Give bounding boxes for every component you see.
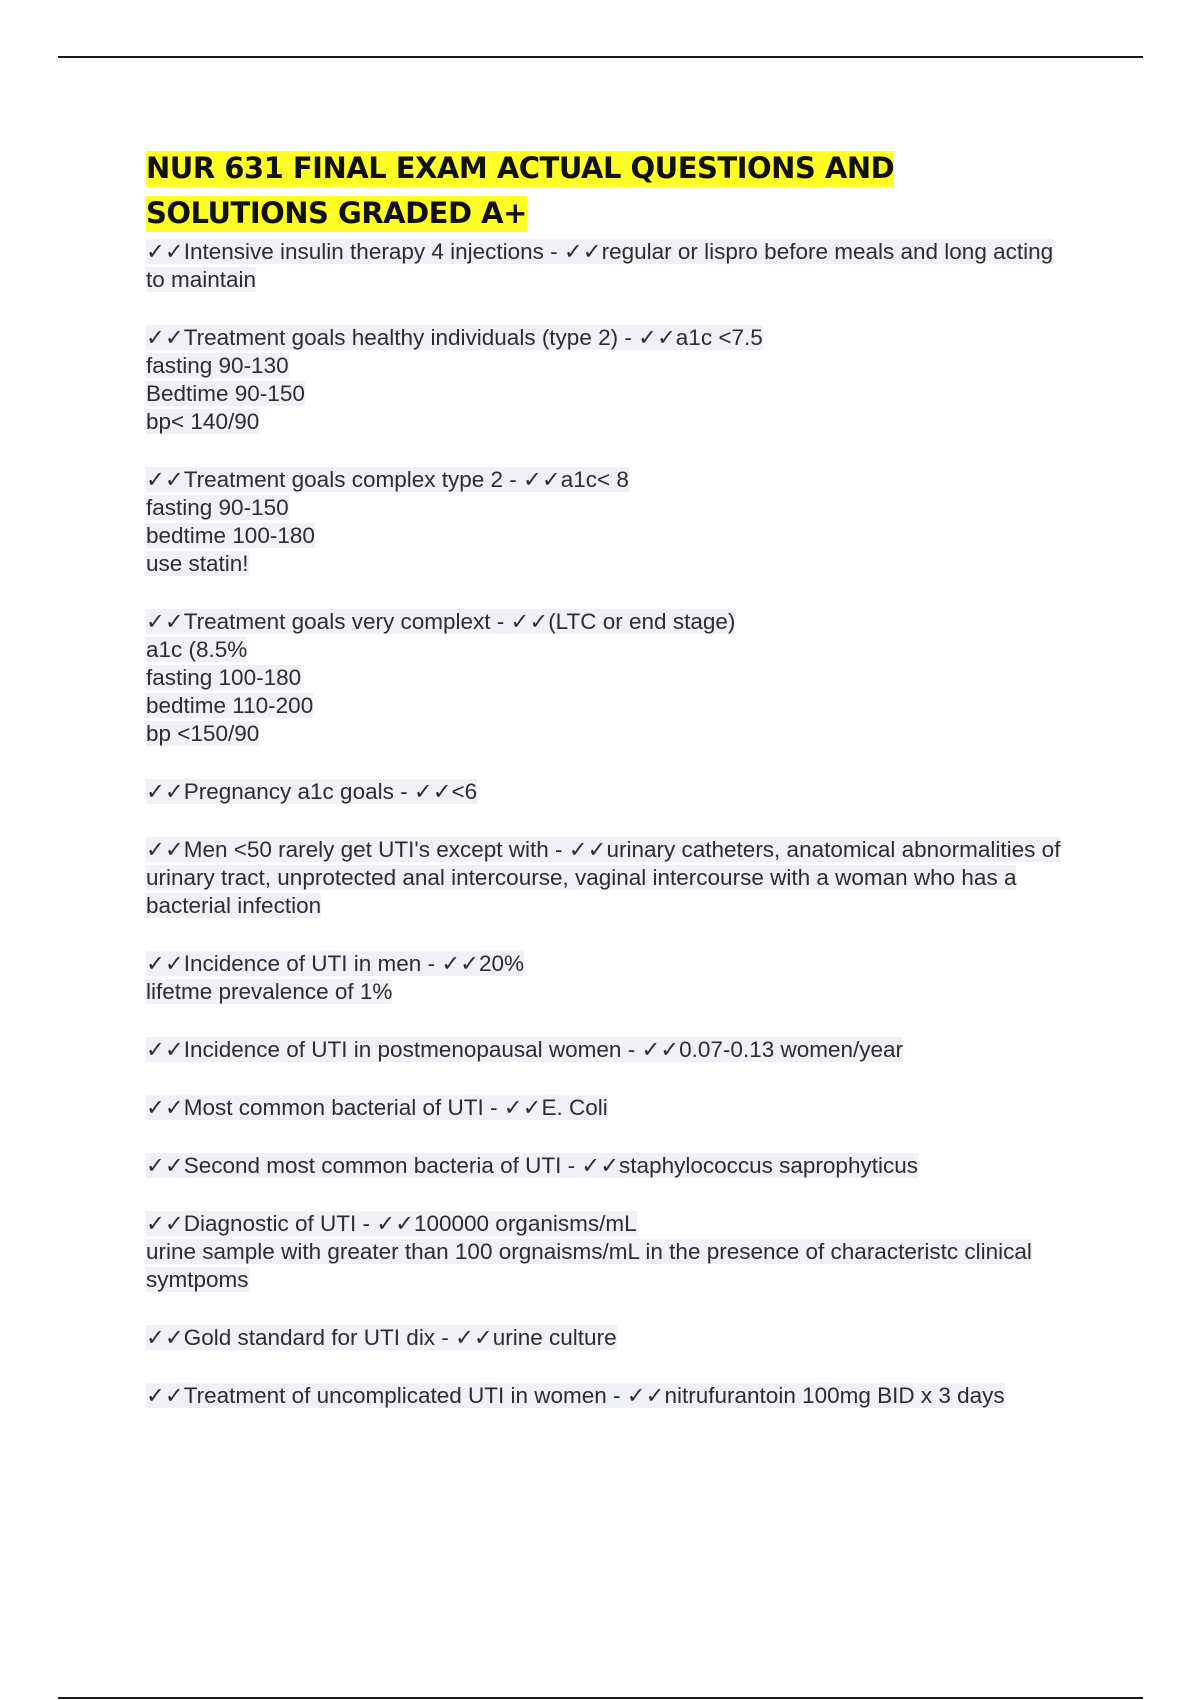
- qa-question: ✓✓Gold standard for UTI dix - ✓✓urine culture: [146, 1325, 617, 1350]
- qa-answer-line: lifetme prevalence of 1%: [146, 979, 393, 1004]
- document-title: NUR 631 FINAL EXAM ACTUAL QUESTIONS AND SOLUTIONS GRADED A+: [146, 151, 895, 230]
- qa-question: ✓✓Treatment goals healthy individuals (type 2) - ✓✓a1c <7.5: [146, 325, 763, 350]
- qa-entry: [146, 1382, 1066, 1410]
- bottom-rule: [58, 1697, 1143, 1699]
- qa-question: ✓✓Treatment of uncomplicated UTI in women - ✓✓nitrufurantoin 100mg BID x 3 days: [146, 1383, 1005, 1408]
- qa-entry: [146, 1036, 1066, 1064]
- qa-question: ✓✓Diagnostic of UTI - ✓✓100000 organisms/mL: [146, 1211, 637, 1236]
- qa-entry: [146, 238, 1066, 294]
- qa-answer-line: fasting 90-150: [146, 495, 289, 520]
- qa-question: ✓✓Most common bacterial of UTI - ✓✓E. Coli: [146, 1095, 608, 1120]
- qa-answer-line: bedtime 110-200: [146, 693, 314, 718]
- qa-question: ✓✓Incidence of UTI in men - ✓✓20%: [146, 951, 525, 976]
- qa-answer-line: bp <150/90: [146, 721, 260, 746]
- qa-question: ✓✓Pregnancy a1c goals - ✓✓<6: [146, 779, 478, 804]
- qa-question: ✓✓Intensive insulin therapy 4 injections - ✓✓regular or lispro before meals and long acting to maintain: [146, 239, 1054, 292]
- qa-question: ✓✓Incidence of UTI in postmenopausal women - ✓✓0.07-0.13 women/year: [146, 1037, 904, 1062]
- qa-entry: [146, 1324, 1066, 1352]
- qa-entry: [146, 1094, 1066, 1122]
- qa-entry: [146, 778, 1066, 806]
- qa-answer-line: urine sample with greater than 100 orgnaisms/mL in the presence of characteristc clinical symtpoms: [146, 1239, 1032, 1292]
- top-rule: [58, 56, 1143, 58]
- qa-question: ✓✓Men <50 rarely get UTI's except with - ✓✓urinary catheters, anatomical abnormalities of urinary tract, unprotected anal intercourse, vaginal intercourse with a woman who has a bacterial infection: [146, 837, 1061, 918]
- qa-answer-line: fasting 90-130: [146, 353, 289, 378]
- qa-entry: [146, 324, 1066, 436]
- document-body: [146, 146, 1066, 1440]
- qa-answer-line: a1c (8.5%: [146, 637, 248, 662]
- qa-answer-line: fasting 100-180: [146, 665, 302, 690]
- qa-entry: [146, 466, 1066, 578]
- qa-entry: [146, 1152, 1066, 1180]
- qa-list: [146, 238, 1066, 1410]
- qa-entry: [146, 608, 1066, 748]
- qa-entry: [146, 836, 1066, 920]
- qa-question: ✓✓Second most common bacteria of UTI - ✓✓staphylococcus saprophyticus: [146, 1153, 918, 1178]
- qa-question: ✓✓Treatment goals very complext - ✓✓(LTC or end stage): [146, 609, 736, 634]
- qa-answer-line: use statin!: [146, 551, 249, 576]
- qa-answer-line: bp< 140/90: [146, 409, 260, 434]
- qa-question: ✓✓Treatment goals complex type 2 - ✓✓a1c< 8: [146, 467, 629, 492]
- qa-entry: [146, 1210, 1066, 1294]
- qa-entry: [146, 950, 1066, 1006]
- qa-answer-line: bedtime 100-180: [146, 523, 315, 548]
- qa-answer-line: Bedtime 90-150: [146, 381, 305, 406]
